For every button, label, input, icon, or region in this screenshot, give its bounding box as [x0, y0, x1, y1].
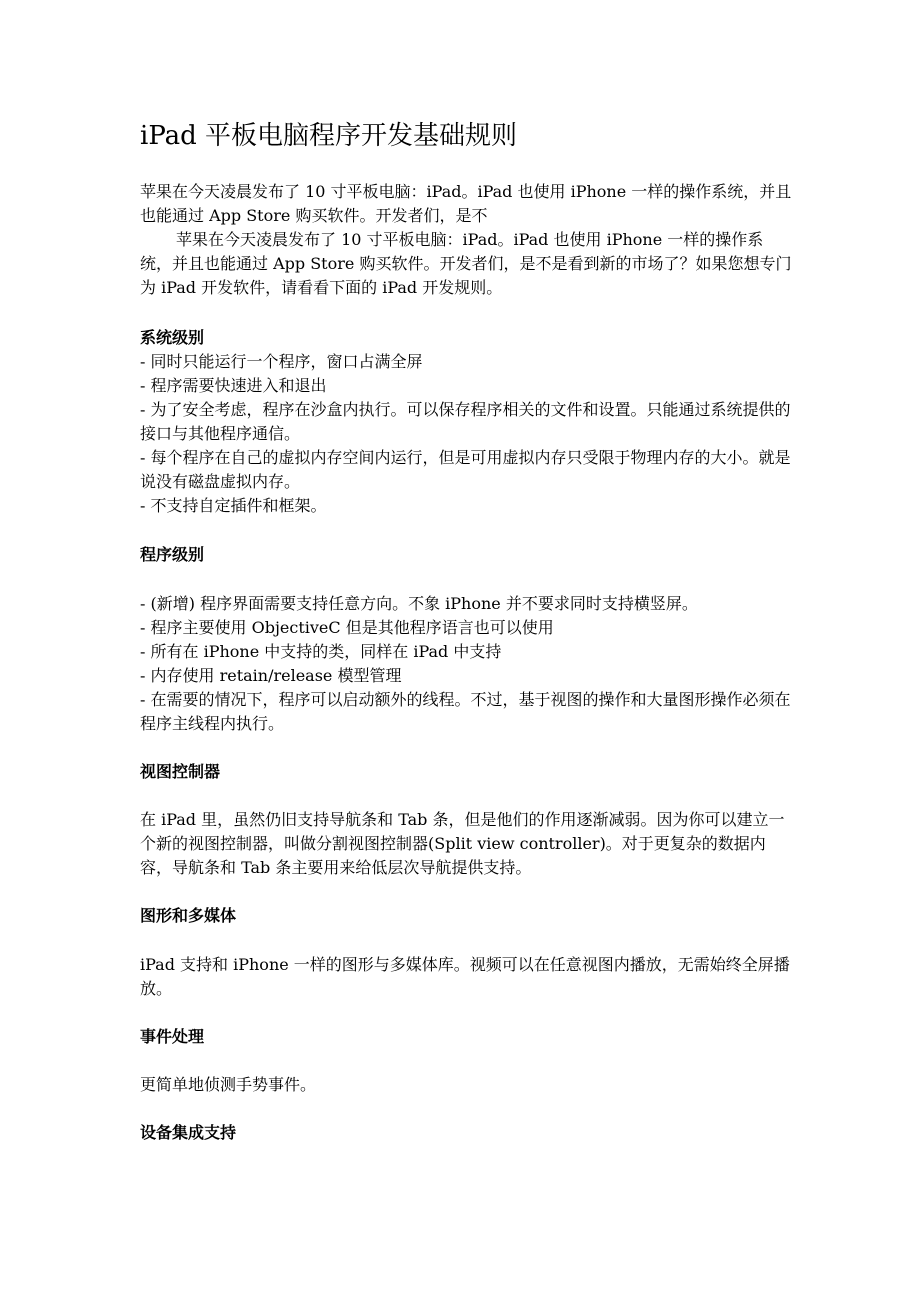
list-item: - 在需要的情况下，程序可以启动额外的线程。不过，基于视图的操作和大量图形操作必须在程序主线程内执行。 [140, 690, 791, 733]
section-heading: 图形和多媒体 [140, 906, 237, 925]
list-item: - 每个程序在自己的虚拟内存空间内运行，但是可用虚拟内存只受限于物理内存的大小。就是说没有磁盘虚拟内存。 [140, 448, 791, 491]
section-heading: 系统级别 [140, 328, 205, 347]
section-list [140, 592, 792, 736]
section-list [140, 350, 792, 518]
list-item: - (新增) 程序界面需要支持任意方向。不象 iPhone 并不要求同时支持横竖屏。 [140, 594, 698, 613]
section-paragraph: 更简单地侦测手势事件。 [140, 1075, 317, 1094]
list-item: - 内存使用 retain/release 模型管理 [140, 666, 402, 685]
intro-paragraph: 苹果在今天凌晨发布了 10 寸平板电脑：iPad。iPad 也使用 iPhone 一样的操作系统，并且也能通过 App Store 购买软件。开发者们，是不是看到新的市场了？如果您想专门为 iPad 开发软件，请看看下面的 iPad 开发规则。 [140, 230, 792, 297]
section-heading: 视图控制器 [140, 762, 221, 781]
section-heading: 程序级别 [140, 545, 205, 564]
section-heading: 设备集成支持 [140, 1123, 237, 1142]
list-item: - 程序主要使用 ObjectiveC 但是其他程序语言也可以使用 [140, 618, 554, 637]
list-item: - 所有在 iPhone 中支持的类，同样在 iPad 中支持 [140, 642, 502, 661]
intro-block [140, 180, 792, 300]
list-item: - 不支持自定插件和框架。 [140, 496, 327, 515]
list-item: - 同时只能运行一个程序，窗口占满全屏 [140, 352, 423, 371]
section-body [140, 953, 792, 1001]
section-paragraph: 在 iPad 里，虽然仍旧支持导航条和 Tab 条，但是他们的作用逐渐减弱。因为你可以建立一个新的视图控制器，叫做分割视图控制器(Split view controller)。对于更复杂的数据内容，导航条和 Tab 条主要用来给低层次导航提供支持。 [140, 810, 785, 877]
section-body [140, 1073, 792, 1097]
section-body [140, 808, 792, 880]
list-item: - 程序需要快速进入和退出 [140, 376, 327, 395]
section-heading: 事件处理 [140, 1027, 205, 1046]
section-paragraph: iPad 支持和 iPhone 一样的图形与多媒体库。视频可以在任意视图内播放，无需始终全屏播放。 [140, 955, 790, 998]
list-item: - 为了安全考虑，程序在沙盒内执行。可以保存程序相关的文件和设置。只能通过系统提供的接口与其他程序通信。 [140, 400, 791, 443]
document-title: iPad 平板电脑程序开发基础规则 [140, 121, 518, 151]
intro-paragraph: 苹果在今天凌晨发布了 10 寸平板电脑：iPad。iPad 也使用 iPhone 一样的操作系统，并且也能通过 App Store 购买软件。开发者们，是不 [140, 182, 792, 225]
